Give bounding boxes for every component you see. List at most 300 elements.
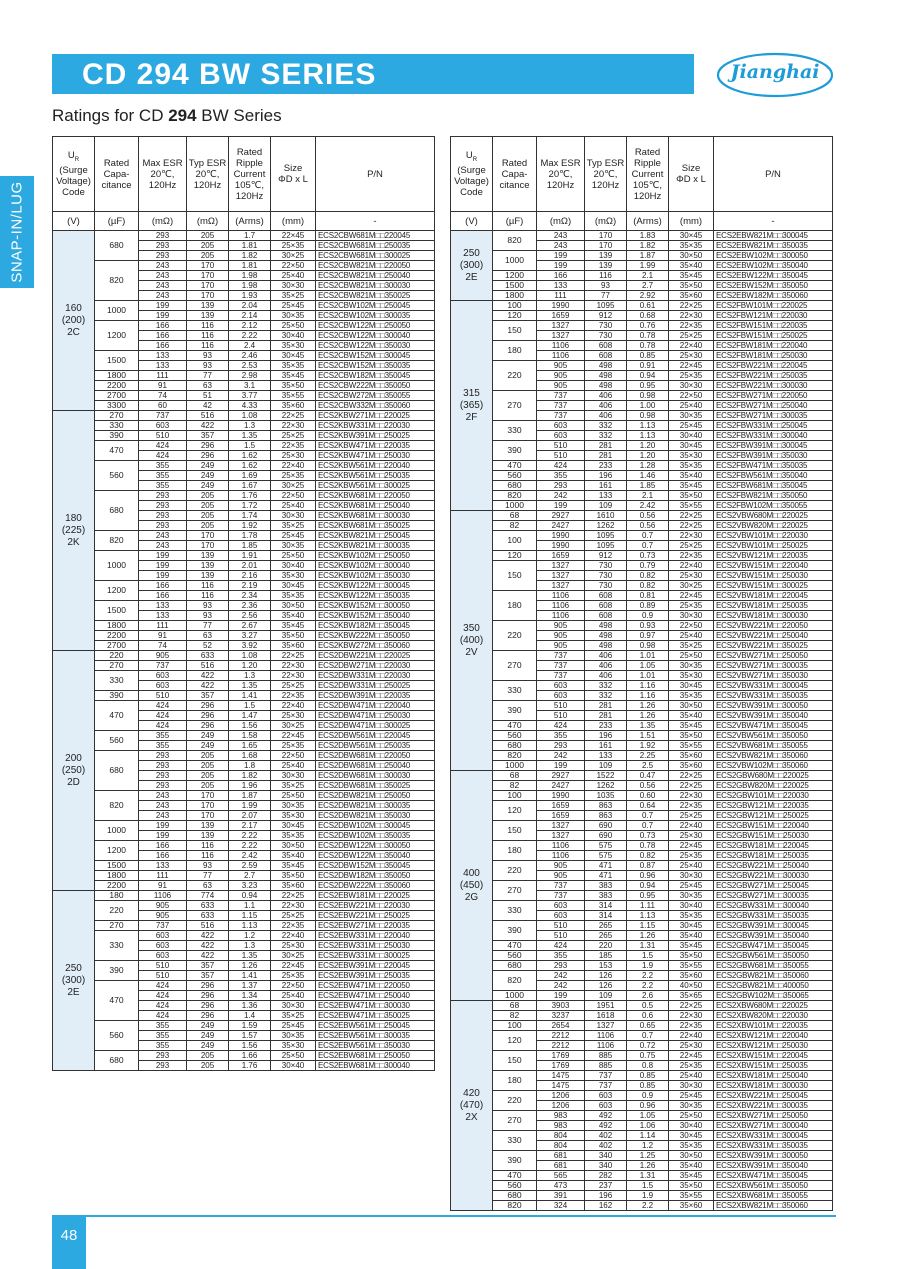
size-cell: 25×40 xyxy=(669,401,714,411)
typ-esr-cell: 422 xyxy=(187,681,229,691)
size-cell: 30×25 xyxy=(271,251,316,261)
capacitance-cell: 1000 xyxy=(493,251,537,271)
table-row xyxy=(451,1001,833,1011)
capacitance-cell: 82 xyxy=(493,781,537,791)
typ-esr-cell: 51 xyxy=(187,391,229,401)
typ-esr-cell: 1951 xyxy=(585,1001,627,1011)
part-number-cell: ECS2VBW821M□□350060 xyxy=(714,751,833,761)
table-row xyxy=(451,551,833,561)
typ-esr-cell: 205 xyxy=(187,781,229,791)
part-number-cell: ECS2KBW182M□□350045 xyxy=(316,621,435,631)
ripple-current-cell: 0.56 xyxy=(627,781,669,791)
part-number-cell: ECS2FBW181M□□220040 xyxy=(714,341,833,351)
unit-max-esr: (mΩ) xyxy=(139,212,187,231)
part-number-cell: ECS2DBW561M□□220045 xyxy=(316,731,435,741)
ripple-current-cell: 0.73 xyxy=(627,551,669,561)
size-cell: 25×25 xyxy=(271,431,316,441)
part-number-cell: ECS2VBW121M□□220035 xyxy=(714,551,833,561)
part-number-cell: ECS2EBW561M□□250045 xyxy=(316,1021,435,1031)
capacitance-cell: 820 xyxy=(95,791,139,821)
part-number-cell: ECS2DBW182M□□350050 xyxy=(316,871,435,881)
typ-esr-cell: 357 xyxy=(187,431,229,441)
size-cell: 22×40 xyxy=(669,341,714,351)
part-number-cell: ECS2EBW391M□□220045 xyxy=(316,961,435,971)
ripple-current-cell: 2.34 xyxy=(229,591,271,601)
size-cell: 22×45 xyxy=(271,231,316,241)
capacitance-cell: 1200 xyxy=(493,271,537,281)
size-cell: 35×50 xyxy=(669,491,714,501)
ripple-current-cell: 1.05 xyxy=(627,1111,669,1121)
ripple-current-cell: 1.81 xyxy=(229,261,271,271)
ripple-current-cell: 0.7 xyxy=(627,1031,669,1041)
typ-esr-cell: 282 xyxy=(585,1171,627,1181)
part-number-cell: ECS2DBW821M□□350030 xyxy=(316,811,435,821)
max-esr-cell: 1769 xyxy=(537,1051,585,1061)
ripple-current-cell: 1.11 xyxy=(627,901,669,911)
typ-esr-cell: 265 xyxy=(585,921,627,931)
table-row xyxy=(451,1051,833,1061)
part-number-cell: ECS2FBW221M□□300030 xyxy=(714,381,833,391)
typ-esr-cell: 205 xyxy=(187,771,229,781)
part-number-cell: ECS2FBW271M□□220050 xyxy=(714,391,833,401)
max-esr-cell: 424 xyxy=(537,721,585,731)
max-esr-cell: 1769 xyxy=(537,1061,585,1071)
capacitance-cell: 330 xyxy=(95,671,139,691)
typ-esr-cell: 730 xyxy=(585,581,627,591)
capacitance-cell: 680 xyxy=(493,961,537,971)
ripple-current-cell: 1.51 xyxy=(627,731,669,741)
table-row xyxy=(53,791,435,801)
ripple-current-cell: 1.91 xyxy=(229,551,271,561)
table-row xyxy=(451,761,833,771)
capacitance-cell: 390 xyxy=(493,921,537,941)
unit-size: (mm) xyxy=(669,212,714,231)
max-esr-cell: 473 xyxy=(537,1181,585,1191)
typ-esr-cell: 575 xyxy=(585,851,627,861)
size-cell: 25×45 xyxy=(271,301,316,311)
part-number-cell: ECS2KBW391M□□250025 xyxy=(316,431,435,441)
part-number-cell: ECS2DBW681M□□350025 xyxy=(316,781,435,791)
typ-esr-cell: 133 xyxy=(585,491,627,501)
typ-esr-cell: 516 xyxy=(187,921,229,931)
typ-esr-cell: 93 xyxy=(187,861,229,871)
max-esr-cell: 243 xyxy=(139,281,187,291)
part-number-cell: ECS2XBW821M□□350060 xyxy=(714,1201,833,1211)
typ-esr-cell: 1095 xyxy=(585,531,627,541)
max-esr-cell: 293 xyxy=(139,521,187,531)
part-number-cell: ECS2DBW102M□□350035 xyxy=(316,831,435,841)
part-number-cell: ECS2EBW331M□□250030 xyxy=(316,941,435,951)
typ-esr-cell: 116 xyxy=(187,331,229,341)
table-row xyxy=(53,461,435,471)
part-number-cell: ECS2GBW102M□□350065 xyxy=(714,991,833,1001)
right-table-body xyxy=(451,231,833,1211)
size-cell: 22×25 xyxy=(669,771,714,781)
max-esr-cell: 199 xyxy=(139,301,187,311)
part-number-cell: ECS2KBW821M□□300035 xyxy=(316,541,435,551)
part-number-cell: ECS2XBW331M□□350035 xyxy=(714,1141,833,1151)
capacitance-cell: 220 xyxy=(493,861,537,881)
table-row xyxy=(451,1171,833,1181)
typ-esr-cell: 109 xyxy=(585,761,627,771)
part-number-cell: ECS2KBW821M□□250045 xyxy=(316,531,435,541)
part-number-cell: ECS2CBW152M□□300045 xyxy=(316,351,435,361)
part-number-cell: ECS2DBW681M□□300030 xyxy=(316,771,435,781)
part-number-cell: ECS2XBW151M□□250035 xyxy=(714,1061,833,1071)
size-cell: 22×35 xyxy=(669,551,714,561)
table-row xyxy=(451,991,833,1001)
voltage-code-cell: 200 (250) 2D xyxy=(53,651,95,891)
size-cell: 35×50 xyxy=(271,381,316,391)
max-esr-cell: 111 xyxy=(537,291,585,301)
ripple-current-cell: 1.31 xyxy=(627,1171,669,1181)
col-header-max-esr: Max ESR 20℃, 120Hz xyxy=(139,137,187,212)
max-esr-cell: 111 xyxy=(139,621,187,631)
typ-esr-cell: 383 xyxy=(585,891,627,901)
ripple-current-cell: 0.82 xyxy=(627,581,669,591)
table-row xyxy=(451,651,833,661)
typ-esr-cell: 498 xyxy=(585,361,627,371)
part-number-cell: ECS2FBW221M□□250035 xyxy=(714,371,833,381)
col-header-size: Size ΦD x L xyxy=(669,137,714,212)
size-cell: 40×50 xyxy=(669,981,714,991)
size-cell: 35×40 xyxy=(669,931,714,941)
max-esr-cell: 983 xyxy=(537,1111,585,1121)
typ-esr-cell: 422 xyxy=(187,671,229,681)
ripple-current-cell: 1.57 xyxy=(229,1031,271,1041)
unit-max-esr: (mΩ) xyxy=(537,212,585,231)
typ-esr-cell: 161 xyxy=(585,481,627,491)
max-esr-cell: 293 xyxy=(537,961,585,971)
part-number-cell: ECS2EBW182M□□350060 xyxy=(714,291,833,301)
ripple-current-cell: 2.92 xyxy=(627,291,669,301)
part-number-cell: ECS2GBW221M□□250040 xyxy=(714,861,833,871)
max-esr-cell: 1990 xyxy=(537,791,585,801)
ripple-current-cell: 1.3 xyxy=(229,671,271,681)
capacitance-cell: 220 xyxy=(493,621,537,651)
table-row xyxy=(53,981,435,991)
max-esr-cell: 737 xyxy=(537,391,585,401)
part-number-cell: ECS2GBW121M□□220035 xyxy=(714,801,833,811)
size-cell: 35×60 xyxy=(669,751,714,761)
table-row xyxy=(451,311,833,321)
typ-esr-cell: 332 xyxy=(585,421,627,431)
unit-capacitance: (µF) xyxy=(95,212,139,231)
max-esr-cell: 2927 xyxy=(537,511,585,521)
size-cell: 30×50 xyxy=(271,841,316,851)
part-number-cell: ECS2VBW331M□□350035 xyxy=(714,691,833,701)
ripple-current-cell: 1.92 xyxy=(229,521,271,531)
size-cell: 35×40 xyxy=(669,261,714,271)
size-cell: 30×40 xyxy=(669,901,714,911)
max-esr-cell: 737 xyxy=(537,651,585,661)
unit-pn: - xyxy=(316,212,435,231)
typ-esr-cell: 77 xyxy=(187,621,229,631)
capacitance-cell: 1800 xyxy=(95,621,139,631)
part-number-cell: ECS2KBW681M□□300030 xyxy=(316,511,435,521)
typ-esr-cell: 205 xyxy=(187,241,229,251)
part-number-cell: ECS2GBW331M□□350035 xyxy=(714,911,833,921)
typ-esr-cell: 205 xyxy=(187,751,229,761)
voltage-code-cell: 160 (200) 2C xyxy=(53,231,95,411)
capacitance-cell: 330 xyxy=(95,421,139,431)
max-esr-cell: 133 xyxy=(139,601,187,611)
ripple-current-cell: 0.91 xyxy=(627,361,669,371)
size-cell: 35×50 xyxy=(669,281,714,291)
part-number-cell: ECS2DBW122M□□350040 xyxy=(316,851,435,861)
typ-esr-cell: 498 xyxy=(585,621,627,631)
typ-esr-cell: 63 xyxy=(187,381,229,391)
part-number-cell: ECS2DBW122M□□300050 xyxy=(316,841,435,851)
page-subtitle xyxy=(52,106,282,126)
table-row xyxy=(451,1091,833,1101)
max-esr-cell: 1327 xyxy=(537,831,585,841)
size-cell: 35×25 xyxy=(271,1011,316,1021)
ripple-current-cell: 1.34 xyxy=(229,991,271,1001)
size-cell: 30×35 xyxy=(669,1101,714,1111)
max-esr-cell: 905 xyxy=(537,361,585,371)
table-row xyxy=(53,841,435,851)
part-number-cell: ECS2CBW821M□□250040 xyxy=(316,271,435,281)
typ-esr-cell: 737 xyxy=(585,1081,627,1091)
ripple-current-cell: 0.75 xyxy=(627,1051,669,1061)
max-esr-cell: 1475 xyxy=(537,1071,585,1081)
ripple-current-cell: 0.78 xyxy=(627,841,669,851)
max-esr-cell: 199 xyxy=(139,551,187,561)
size-cell: 25×35 xyxy=(271,971,316,981)
ripple-current-cell: 1.2 xyxy=(627,1141,669,1151)
part-number-cell: ECS2DBW391M□□220035 xyxy=(316,691,435,701)
part-number-cell: ECS2VBW151M□□300025 xyxy=(714,581,833,591)
typ-esr-cell: 498 xyxy=(585,631,627,641)
ripple-current-cell: 0.89 xyxy=(627,601,669,611)
typ-esr-cell: 912 xyxy=(585,311,627,321)
max-esr-cell: 1206 xyxy=(537,1101,585,1111)
size-cell: 35×55 xyxy=(669,961,714,971)
typ-esr-cell: 422 xyxy=(187,941,229,951)
capacitance-cell: 180 xyxy=(493,341,537,361)
ripple-current-cell: 0.7 xyxy=(627,541,669,551)
max-esr-cell: 199 xyxy=(537,261,585,271)
capacitance-cell: 120 xyxy=(493,801,537,821)
col-header-capacitance: Rated Capa- citance xyxy=(493,137,537,212)
max-esr-cell: 242 xyxy=(537,751,585,761)
part-number-cell: ECS2EBW102M□□350040 xyxy=(714,261,833,271)
size-cell: 22×40 xyxy=(271,461,316,471)
capacitance-cell: 68 xyxy=(493,1001,537,1011)
part-number-cell: ECS2VBW391M□□350040 xyxy=(714,711,833,721)
part-number-cell: ECS2GBW561M□□350050 xyxy=(714,951,833,961)
ripple-current-cell: 2.07 xyxy=(229,811,271,821)
typ-esr-cell: 196 xyxy=(585,731,627,741)
typ-esr-cell: 139 xyxy=(187,561,229,571)
ripple-current-cell: 0.5 xyxy=(627,1001,669,1011)
ripple-current-cell: 1.16 xyxy=(627,691,669,701)
left-ratings-table-wrapper xyxy=(52,136,434,1071)
table-row xyxy=(53,431,435,441)
max-esr-cell: 1106 xyxy=(537,601,585,611)
capacitance-cell: 1200 xyxy=(95,321,139,351)
size-cell: 25×25 xyxy=(669,331,714,341)
ripple-current-cell: 2.2 xyxy=(627,971,669,981)
capacitance-cell: 1800 xyxy=(493,291,537,301)
size-cell: 30×50 xyxy=(669,1151,714,1161)
col-header-ripple: Rated Ripple Current 105℃, 120Hz xyxy=(627,137,669,212)
table-row xyxy=(53,401,435,411)
max-esr-cell: 737 xyxy=(139,921,187,931)
typ-esr-cell: 233 xyxy=(585,721,627,731)
typ-esr-cell: 237 xyxy=(585,1181,627,1191)
max-esr-cell: 1106 xyxy=(537,841,585,851)
size-cell: 35×50 xyxy=(669,951,714,961)
typ-esr-cell: 498 xyxy=(585,371,627,381)
ripple-current-cell: 0.96 xyxy=(627,871,669,881)
max-esr-cell: 737 xyxy=(139,411,187,421)
max-esr-cell: 424 xyxy=(139,991,187,1001)
typ-esr-cell: 139 xyxy=(187,831,229,841)
typ-esr-cell: 170 xyxy=(187,791,229,801)
ripple-current-cell: 1.5 xyxy=(229,441,271,451)
typ-esr-cell: 116 xyxy=(585,271,627,281)
part-number-cell: ECS2VBW221M□□350025 xyxy=(714,641,833,651)
ripple-current-cell: 1.59 xyxy=(229,1021,271,1031)
part-number-cell: ECS2KBW272M□□350060 xyxy=(316,641,435,651)
capacitance-cell: 820 xyxy=(493,1201,537,1211)
ripple-current-cell: 1.5 xyxy=(627,1181,669,1191)
subtitle-model: 294 xyxy=(168,106,197,125)
max-esr-cell: 681 xyxy=(537,1161,585,1171)
part-number-cell: ECS2VBW271M□□300035 xyxy=(714,661,833,671)
size-cell: 35×40 xyxy=(669,471,714,481)
size-cell: 30×35 xyxy=(271,801,316,811)
capacitance-cell: 1000 xyxy=(493,761,537,771)
size-cell: 22×25 xyxy=(669,301,714,311)
ripple-current-cell: 2.25 xyxy=(627,751,669,761)
ripple-current-cell: 1.26 xyxy=(627,701,669,711)
capacitance-cell: 270 xyxy=(493,881,537,901)
max-esr-cell: 166 xyxy=(139,341,187,351)
part-number-cell: ECS2FBW391M□□300045 xyxy=(714,441,833,451)
max-esr-cell: 243 xyxy=(139,531,187,541)
ripple-current-cell: 0.81 xyxy=(627,591,669,601)
part-number-cell: ECS2VBW151M□□220040 xyxy=(714,561,833,571)
part-number-cell: ECS2CBW821M□□220050 xyxy=(316,261,435,271)
part-number-cell: ECS2EBW122M□□350045 xyxy=(714,271,833,281)
table-row xyxy=(53,881,435,891)
capacitance-cell: 560 xyxy=(95,461,139,491)
ripple-current-cell: 1.9 xyxy=(627,961,669,971)
size-cell: 30×45 xyxy=(271,581,316,591)
typ-esr-cell: 170 xyxy=(187,801,229,811)
size-cell: 25×30 xyxy=(669,351,714,361)
typ-esr-cell: 139 xyxy=(187,311,229,321)
part-number-cell: ECS2DBW222M□□350060 xyxy=(316,881,435,891)
ripple-current-cell: 1.56 xyxy=(229,1041,271,1051)
ripple-current-cell: 1.26 xyxy=(627,1161,669,1171)
size-cell: 25×50 xyxy=(669,1111,714,1121)
ripple-current-cell: 0.9 xyxy=(627,611,669,621)
max-esr-cell: 510 xyxy=(537,451,585,461)
ripple-current-cell: 1.5 xyxy=(229,701,271,711)
max-esr-cell: 355 xyxy=(139,1021,187,1031)
typ-esr-cell: 402 xyxy=(585,1131,627,1141)
table-row xyxy=(451,1071,833,1081)
table-row xyxy=(53,861,435,871)
part-number-cell: ECS2EBW561M□□300035 xyxy=(316,1031,435,1041)
typ-esr-cell: 139 xyxy=(585,251,627,261)
typ-esr-cell: 863 xyxy=(585,801,627,811)
ripple-current-cell: 0.7 xyxy=(627,811,669,821)
ripple-current-cell: 0.94 xyxy=(229,891,271,901)
typ-esr-cell: 1327 xyxy=(585,1021,627,1031)
typ-esr-cell: 133 xyxy=(585,751,627,761)
max-esr-cell: 243 xyxy=(139,261,187,271)
typ-esr-cell: 109 xyxy=(585,991,627,1001)
capacitance-cell: 330 xyxy=(95,931,139,961)
table-row xyxy=(451,721,833,731)
capacitance-cell: 330 xyxy=(493,421,537,441)
unit-voltage: (V) xyxy=(451,212,493,231)
part-number-cell: ECS2KBW122M□□300045 xyxy=(316,581,435,591)
size-cell: 22×25 xyxy=(271,411,316,421)
size-cell: 22×40 xyxy=(271,931,316,941)
capacitance-cell: 330 xyxy=(493,901,537,921)
part-number-cell: ECS2FBW681M□□350045 xyxy=(714,481,833,491)
size-cell: 30×35 xyxy=(271,541,316,551)
max-esr-cell: 510 xyxy=(537,931,585,941)
part-number-cell: ECS2VBW820M□□220025 xyxy=(714,521,833,531)
max-esr-cell: 510 xyxy=(139,431,187,441)
voltage-code-cell: 250 (300) 2E xyxy=(53,891,95,1071)
max-esr-cell: 1327 xyxy=(537,331,585,341)
part-number-cell: ECS2EBW221M□□250025 xyxy=(316,911,435,921)
typ-esr-cell: 608 xyxy=(585,341,627,351)
ripple-current-cell: 0.98 xyxy=(627,641,669,651)
max-esr-cell: 242 xyxy=(537,981,585,991)
size-cell: 22×50 xyxy=(669,621,714,631)
size-cell: 35×45 xyxy=(271,371,316,381)
ripple-current-cell: 1.13 xyxy=(627,431,669,441)
max-esr-cell: 133 xyxy=(537,281,585,291)
table-row xyxy=(451,501,833,511)
ripple-current-cell: 0.56 xyxy=(627,521,669,531)
capacitance-cell: 2200 xyxy=(95,881,139,891)
ripple-current-cell: 2.01 xyxy=(229,561,271,571)
ripple-current-cell: 1.3 xyxy=(229,941,271,951)
col-header-pn: P/N xyxy=(316,137,435,212)
part-number-cell: ECS2FBW331M□□250045 xyxy=(714,421,833,431)
part-number-cell: ECS2DBW681M□□220050 xyxy=(316,751,435,761)
capacitance-cell: 220 xyxy=(493,361,537,391)
capacitance-cell: 680 xyxy=(493,481,537,491)
size-cell: 30×40 xyxy=(669,1121,714,1131)
max-esr-cell: 603 xyxy=(139,671,187,681)
table-row xyxy=(53,701,435,711)
size-cell: 22×45 xyxy=(669,1051,714,1061)
part-number-cell: ECS2EBW471M□□350025 xyxy=(316,1011,435,1021)
part-number-cell: ECS2VBW181M□□250035 xyxy=(714,601,833,611)
unit-typ-esr: (mΩ) xyxy=(187,212,229,231)
size-cell: 25×45 xyxy=(271,1021,316,1031)
typ-esr-cell: 93 xyxy=(187,361,229,371)
capacitance-cell: 2700 xyxy=(95,641,139,651)
col-header-pn: P/N xyxy=(714,137,833,212)
max-esr-cell: 905 xyxy=(139,901,187,911)
capacitance-cell: 820 xyxy=(493,971,537,991)
typ-esr-cell: 912 xyxy=(585,551,627,561)
ripple-current-cell: 0.95 xyxy=(627,891,669,901)
ripple-current-cell: 2.36 xyxy=(229,601,271,611)
